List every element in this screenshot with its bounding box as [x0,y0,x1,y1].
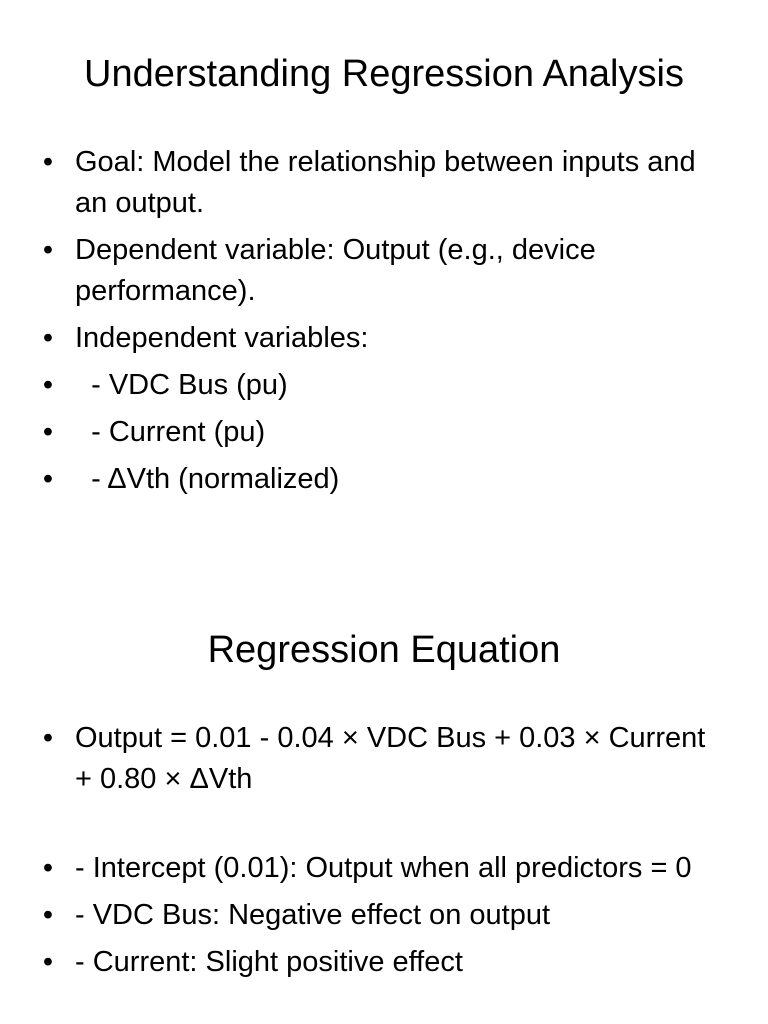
bullet-icon: • [42,899,54,931]
bullet-list [38,142,718,506]
slide-regression-equation [0,576,768,1024]
bullet-icon: • [42,234,54,266]
bullet-item-dependent-variable [38,230,718,312]
bullet-text: Dependent variable: Output (e.g., device performance). [75,234,596,307]
slide-title: Regression Equation [207,629,561,671]
bullet-icon: • [42,722,54,754]
bullet-text: Output = 0.01 - 0.04 × VDC Bus + 0.03 × Current + 0.80 × ΔVth [75,722,706,795]
bullet-list [38,718,718,989]
bullet-item-current-effect [38,942,718,983]
bullet-item-equation [38,718,718,800]
bullet-text: - Current (pu) [75,416,266,448]
bullet-text: - ΔVth (normalized) [75,463,340,495]
slide-title: Understanding Regression Analysis [84,53,684,95]
bullet-text: Goal: Model the relationship between inputs and an output. [75,146,696,219]
bullet-icon: • [42,946,54,978]
bullet-icon: • [42,416,54,448]
bullet-item-current [38,412,718,453]
bullet-item-vdc-bus [38,365,718,406]
bullet-item-delta-vth [38,459,718,500]
bullet-text: - Current: Slight positive effect [75,946,463,978]
bullet-icon: • [42,463,54,495]
bullet-icon: • [42,146,54,178]
bullet-item-vdc-bus-effect [38,895,718,936]
bullet-item-independent-variables [38,318,718,359]
bullet-text: - VDC Bus: Negative effect on output [75,899,551,931]
bullet-item-goal [38,142,718,224]
bullet-icon: • [42,852,54,884]
bullet-icon: • [42,369,54,401]
bullet-text: - VDC Bus (pu) [75,369,288,401]
bullet-text: Independent variables: [75,322,369,354]
bullet-item-intercept [38,848,718,889]
bullet-icon: • [42,322,54,354]
bullet-text: - Intercept (0.01): Output when all predictors = 0 [75,852,692,884]
